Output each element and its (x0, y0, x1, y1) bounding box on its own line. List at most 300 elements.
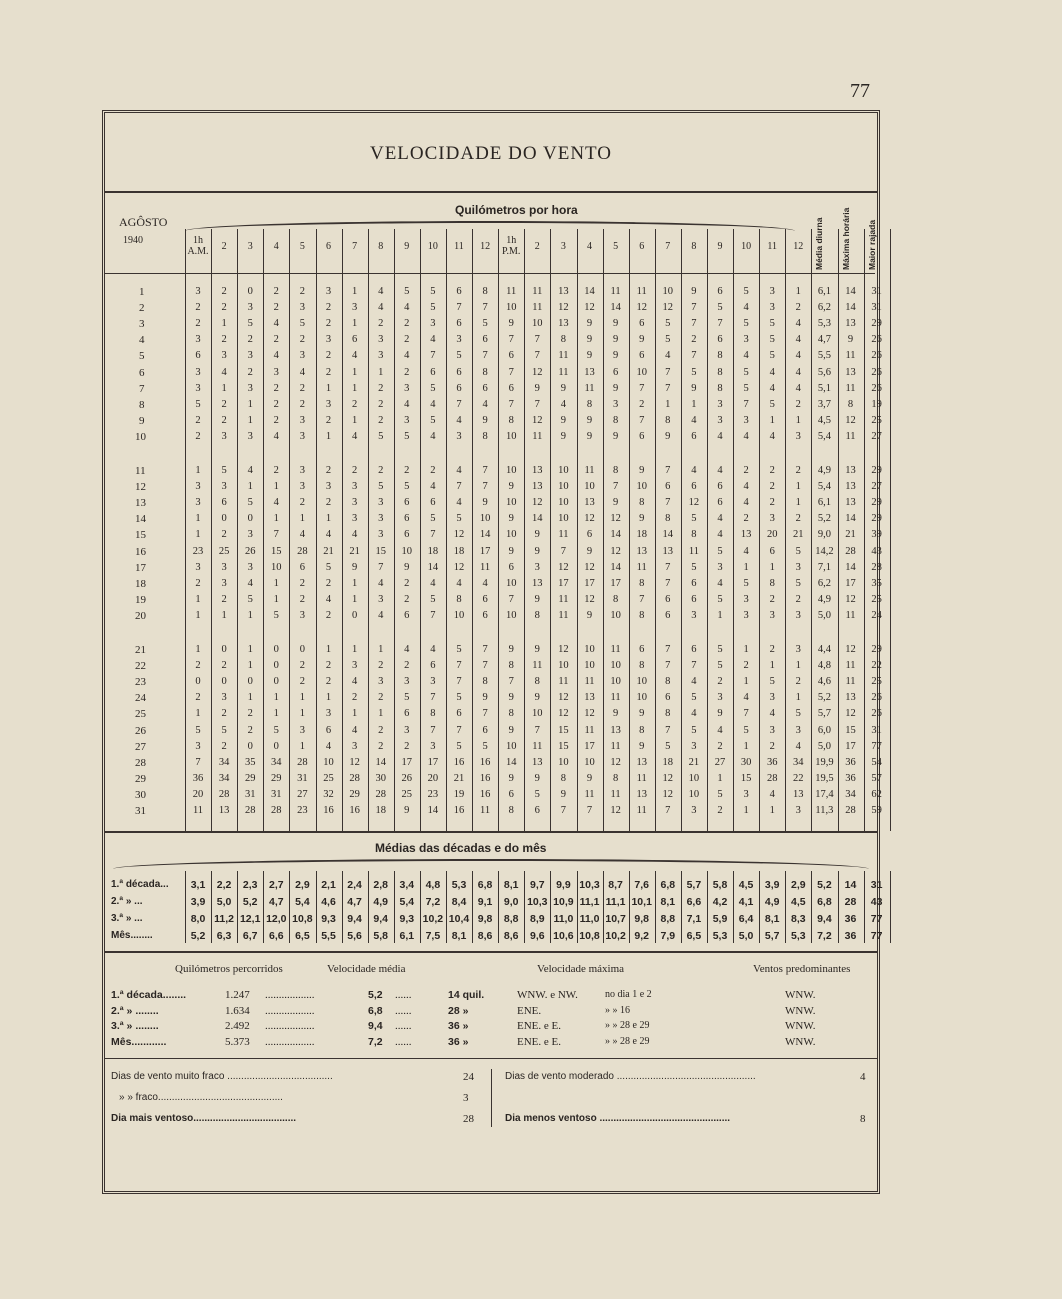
table-cell: 3 (769, 609, 775, 621)
table-cell: 7 (456, 302, 462, 314)
table-cell: 5,3 (817, 318, 831, 330)
table-cell: 11 (506, 286, 517, 297)
table-cell: 5 (665, 334, 671, 346)
table-cell: 2 (299, 497, 306, 509)
table-cell: 11 (532, 660, 543, 672)
table-cell: 4,5 (817, 414, 831, 426)
table-cell: 7 (639, 382, 645, 394)
average-cell: 4,5 (738, 879, 754, 891)
average-cell: 7,6 (634, 879, 649, 891)
table-cell: 36 (845, 756, 856, 768)
average-cell: 5,5 (321, 930, 336, 942)
table-cell: 6 (482, 382, 488, 394)
table-cell: 4 (717, 577, 723, 589)
table-cell: 4 (351, 529, 358, 541)
average-cell: 2,4 (347, 879, 362, 891)
table-cell: 5,0 (817, 740, 831, 752)
table-cell: 12 (584, 708, 595, 720)
table-cell: 28 (218, 788, 230, 800)
table-cell: 2 (195, 577, 201, 589)
table-cell: 6 (665, 609, 671, 621)
table-cell: 18 (453, 545, 465, 557)
table-cell: 23 (192, 545, 204, 557)
table-cell: 5,2 (817, 513, 831, 525)
table-cell: 6 (717, 286, 723, 297)
table-cell: 1 (325, 382, 332, 394)
table-cell: 29 (271, 772, 282, 784)
table-cell: 7 (430, 609, 436, 621)
table-cell: 16 (349, 805, 360, 816)
table-cell: 1 (325, 513, 332, 525)
table-cell: 12 (349, 756, 360, 768)
table-cell: 9 (508, 318, 514, 330)
table-cell: 21 (453, 772, 465, 784)
days-value: 4 (860, 1071, 866, 1083)
table-cell: 11 (532, 430, 543, 442)
table-cell: 9 (612, 708, 619, 720)
hour-header: 5 (299, 241, 305, 252)
table-cell: 11 (845, 430, 856, 442)
hour-header: 6 (639, 241, 645, 252)
table-cell: 3 (195, 481, 201, 493)
table-cell: 1 (665, 398, 671, 410)
table-cell: 10 (610, 609, 621, 621)
table-cell: 5 (430, 382, 436, 394)
table-cell: 3 (430, 318, 436, 330)
footer-max: 14 quil. (448, 989, 485, 1001)
table-cell: 16 (479, 756, 491, 768)
table-cell: 5 (743, 577, 749, 589)
table-cell: 10 (453, 609, 465, 621)
table-cell: 28 (375, 788, 386, 800)
table-cell: 22 (793, 772, 804, 784)
table-cell: 3 (743, 593, 749, 605)
table-cell: 3 (247, 302, 253, 314)
table-cell: 23 (297, 805, 308, 816)
table-cell: 4 (378, 577, 384, 589)
table-cell: 1 (273, 708, 279, 720)
day-number: 16 (135, 545, 146, 558)
table-cell: 13 (532, 756, 543, 768)
days-label: Dias de vento moderado .................................................. (505, 1071, 756, 1082)
table-cell: 4,9 (817, 465, 831, 476)
table-cell: 16 (453, 805, 465, 816)
day-number: 12 (135, 481, 146, 494)
table-cell: 1 (299, 708, 306, 720)
extra-column-header: Maior rajada (866, 219, 877, 270)
table-cell: 29 (871, 318, 882, 330)
average-cell: 11,2 (214, 913, 235, 925)
table-cell: 7 (560, 805, 567, 816)
days-value: 28 (463, 1113, 474, 1125)
table-cell: 7 (639, 593, 645, 605)
table-cell: 7 (508, 676, 514, 688)
table-cell: 13 (740, 529, 752, 541)
table-cell: 4,8 (817, 660, 831, 672)
table-cell: 1 (247, 692, 253, 704)
average-cell: 5,3 (790, 930, 806, 942)
table-cell: 4 (404, 398, 410, 410)
footer-direction: ENE. e E. (517, 1020, 561, 1032)
table-cell: 11 (558, 529, 569, 541)
table-cell: 4 (743, 497, 749, 509)
table-cell: 7 (534, 724, 540, 736)
footer-col-vp: Ventos predominantes (753, 963, 851, 975)
table-cell: 17 (845, 740, 856, 752)
footer-predominant: WNW. (785, 989, 816, 1001)
table-cell: 6,1 (817, 497, 831, 509)
table-cell: 8 (639, 609, 645, 621)
average-cell: 9,4 (347, 913, 362, 925)
table-cell: 8 (639, 577, 645, 589)
table-cell: 5 (743, 724, 749, 736)
footer-vm: 9,4 (368, 1020, 383, 1032)
footer-day: no dia 1 e 2 (605, 989, 652, 1000)
table-cell: 59 (871, 805, 882, 816)
table-cell: 2 (195, 660, 201, 672)
footer-predominant: WNW. (785, 1020, 816, 1032)
table-cell: 4 (717, 430, 723, 442)
table-cell: 8 (691, 529, 697, 541)
average-cell: 9,6 (529, 930, 545, 942)
table-cell: 9 (586, 545, 593, 557)
table-cell: 4 (795, 366, 801, 378)
average-cell: 3,9 (764, 879, 780, 891)
table-cell: 3 (195, 561, 201, 573)
table-cell: 7 (665, 382, 671, 394)
table-cell: 8 (586, 398, 593, 410)
table-cell: 4,9 (817, 593, 831, 605)
table-cell: 6 (456, 318, 462, 330)
table-cell: 6 (665, 692, 671, 704)
table-cell: 5 (795, 577, 801, 589)
table-cell: 10 (505, 740, 517, 752)
table-cell: 8 (665, 513, 671, 525)
table-cell: 4 (795, 318, 801, 330)
table-cell: 13 (845, 318, 856, 330)
average-cell: 6,8 (477, 879, 493, 891)
table-cell: 15 (740, 772, 752, 784)
table-cell: 9 (639, 740, 645, 752)
table-cell: 10 (505, 529, 517, 541)
table-cell: 12 (845, 644, 856, 655)
day-number: 11 (135, 465, 146, 477)
table-cell: 5 (691, 692, 697, 704)
hour-header: 11 (454, 241, 464, 252)
table-cell: 4 (351, 350, 358, 362)
table-cell: 34 (793, 756, 804, 768)
average-cell: 77 (870, 930, 883, 942)
table-cell: 11 (480, 561, 491, 573)
table-cell: 2 (221, 708, 227, 720)
table-cell: 5 (743, 318, 749, 330)
table-cell: 5 (325, 561, 332, 573)
table-cell: 0 (299, 644, 306, 655)
table-cell: 2 (795, 676, 801, 688)
hour-header: 5 (613, 241, 619, 252)
table-cell: 22 (871, 660, 882, 672)
average-cell: 4,5 (790, 896, 806, 908)
table-cell: 7 (456, 398, 462, 410)
table-cell: 8 (560, 772, 567, 784)
footer-col-vm: Velocidade média (327, 963, 406, 975)
table-cell: 2 (378, 465, 384, 476)
day-number: 6 (139, 366, 145, 379)
table-cell: 4 (456, 465, 462, 476)
table-cell: 1 (795, 692, 801, 704)
table-cell: 9 (639, 465, 645, 476)
table-cell: 5 (717, 788, 723, 800)
table-cell: 21 (845, 529, 856, 541)
average-cell: 8,1 (660, 896, 676, 908)
table-cell: 14 (610, 561, 621, 573)
table-cell: 13 (584, 497, 595, 509)
table-cell: 7 (665, 724, 671, 736)
table-cell: 13 (558, 286, 569, 297)
footer-direction: ENE. e E. (517, 1035, 561, 1048)
table-cell: 2 (247, 366, 253, 378)
table-cell: 12 (688, 497, 700, 509)
table-cell: 10 (584, 660, 595, 672)
table-cell: 29 (871, 497, 882, 509)
table-cell: 3 (195, 382, 201, 394)
average-cell: 6,6 (268, 930, 284, 942)
table-cell: 12 (558, 561, 569, 573)
table-cell: 5 (456, 350, 462, 362)
average-cell: 2,7 (268, 879, 284, 891)
average-cell: 8,4 (451, 896, 467, 908)
table-cell: 1 (273, 692, 279, 704)
table-cell: 3 (769, 302, 775, 314)
table-cell: 8 (717, 350, 723, 362)
table-cell: 3 (795, 430, 801, 442)
table-cell: 3 (195, 497, 201, 509)
table-cell: 11 (845, 660, 856, 672)
table-cell: 11 (610, 692, 621, 704)
table-cell: 4 (456, 577, 462, 589)
extra-column-header: Máxima horária (840, 207, 851, 270)
table-cell: 9 (508, 513, 514, 525)
table-cell: 1 (195, 465, 201, 476)
table-cell: 5 (404, 481, 410, 493)
table-cell: 1 (247, 398, 253, 410)
table-cell: 29 (871, 644, 882, 655)
table-cell: 13 (636, 545, 647, 557)
table-cell: 7 (482, 708, 488, 720)
table-cell: 3 (351, 302, 358, 314)
table-cell: 3 (325, 708, 332, 720)
table-cell: 1 (247, 660, 253, 672)
day-number: 28 (135, 756, 146, 769)
table-cell: 4 (691, 465, 697, 476)
table-cell: 9,0 (817, 529, 831, 541)
table-cell: 2 (795, 593, 801, 605)
table-cell: 2 (299, 660, 306, 672)
average-cell: 10,9 (553, 896, 574, 908)
table-cell: 5 (378, 430, 384, 442)
average-cell: 4,7 (268, 896, 284, 908)
table-cell: 11 (558, 366, 569, 378)
table-cell: 11 (558, 609, 569, 621)
table-cell: 3 (691, 805, 697, 816)
table-cell: 17 (845, 577, 856, 589)
days-label: » » fraco............................................. (119, 1092, 283, 1103)
table-cell: 3 (404, 724, 410, 736)
table-cell: 6 (456, 382, 462, 394)
table-cell: 2 (430, 465, 436, 476)
days-label: Dia menos ventoso ............................................... (505, 1113, 731, 1124)
table-cell: 5 (691, 724, 697, 736)
table-cell: 7 (639, 414, 645, 426)
table-cell: 3 (612, 398, 619, 410)
average-cell: 10,2 (422, 913, 444, 925)
table-cell: 4 (769, 366, 775, 378)
table-cell: 6 (430, 497, 436, 509)
table-cell: 5 (769, 350, 775, 362)
days-value: 24 (463, 1071, 474, 1083)
table-cell: 6 (665, 593, 671, 605)
table-cell: 4 (351, 724, 358, 736)
table-cell: 4 (691, 676, 697, 688)
days-value: 8 (860, 1113, 866, 1125)
table-cell: 9 (639, 513, 645, 525)
table-cell: 18 (427, 545, 439, 557)
table-cell: 8 (508, 708, 514, 720)
table-cell: 9 (482, 692, 488, 704)
table-cell: 10 (505, 302, 517, 314)
table-cell: 7 (665, 465, 671, 476)
table-cell: 21 (323, 545, 334, 557)
average-cell: 2,3 (242, 879, 258, 891)
table-cell: 6 (299, 561, 306, 573)
table-cell: 5 (456, 692, 462, 704)
table-cell: 9 (586, 334, 593, 346)
average-cell: 43 (870, 896, 883, 908)
table-cell: 2 (743, 465, 749, 476)
table-cell: 6 (586, 529, 593, 541)
table-cell: 5 (195, 398, 201, 410)
average-cell: 10,1 (631, 896, 652, 908)
average-cell: 14 (844, 879, 857, 891)
table-cell: 13 (636, 756, 647, 768)
table-cell: 4 (351, 430, 358, 442)
table-cell: 11 (845, 609, 856, 621)
footer-divider (105, 951, 877, 953)
table-cell: 2 (325, 577, 332, 589)
table-cell: 1 (743, 644, 749, 655)
table-cell: 10 (532, 318, 543, 330)
table-cell: 9 (612, 382, 619, 394)
average-cell: 6,8 (817, 896, 832, 908)
table-cell: 4 (456, 497, 462, 509)
table-cell: 6,1 (817, 286, 831, 297)
table-cell: 9 (586, 609, 593, 621)
table-cell: 2 (299, 676, 306, 688)
table-cell: 7 (717, 318, 723, 330)
table-cell: 1 (221, 318, 227, 330)
average-cell: 5,0 (738, 930, 754, 942)
table-cell: 1 (247, 644, 253, 655)
table-cell: 1 (247, 414, 253, 426)
table-cell: 17,4 (815, 788, 834, 800)
table-cell: 5 (717, 593, 723, 605)
table-cell: 2 (691, 334, 697, 346)
table-cell: 9 (534, 772, 540, 784)
table-cell: 16 (479, 788, 491, 800)
table-cell: 27 (297, 788, 308, 800)
table-cell: 6 (482, 334, 488, 346)
average-cell: 2,9 (790, 879, 806, 891)
table-cell: 18 (375, 805, 386, 816)
table-cell: 2 (221, 334, 227, 346)
table-cell: 29 (871, 465, 882, 476)
table-cell: 5,1 (817, 382, 831, 394)
table-cell: 2 (221, 286, 227, 297)
table-cell: 10 (662, 286, 674, 297)
average-cell: 3,1 (190, 879, 206, 891)
table-cell: 14 (479, 529, 491, 541)
table-cell: 11 (532, 302, 543, 314)
footer-km: 1.634 (225, 1004, 250, 1017)
table-cell: 2 (247, 334, 253, 346)
table-cell: 1 (351, 577, 358, 589)
table-cell: 5,4 (817, 430, 831, 442)
table-cell: 5 (717, 644, 723, 655)
table-cell: 2 (221, 529, 227, 541)
table-cell: 21 (688, 756, 700, 768)
table-cell: 2 (378, 398, 384, 410)
table-cell: 5 (743, 382, 749, 394)
average-cell: 10,7 (605, 913, 626, 925)
hour-header: 4 (587, 241, 592, 252)
table-cell: 4 (769, 382, 775, 394)
table-cell: 3 (325, 481, 332, 493)
table-cell: 2 (743, 513, 749, 525)
averages-brace (113, 859, 869, 869)
table-cell: 7 (560, 545, 567, 557)
table-cell: 7 (508, 398, 514, 410)
table-cell: 5 (665, 318, 671, 330)
table-cell: 13 (610, 724, 621, 736)
table-cell: 4 (560, 398, 567, 410)
table-cell: 11 (610, 788, 621, 800)
table-cell: 5 (273, 609, 279, 621)
table-cell: 6 (612, 366, 619, 378)
table-cell: 3 (351, 740, 358, 752)
hour-header: 12 (480, 241, 491, 252)
table-cell: 36 (766, 756, 778, 768)
table-cell: 5 (456, 513, 462, 525)
table-cell: 13 (662, 545, 674, 557)
table-cell: 10 (505, 465, 517, 476)
table-cell: 9 (586, 350, 593, 362)
table-cell: 54 (871, 756, 882, 768)
table-cell: 15 (375, 545, 386, 557)
day-number: 14 (135, 513, 146, 526)
table-cell: 2 (221, 414, 227, 426)
table-cell: 8 (456, 593, 462, 605)
table-cell: 3 (743, 609, 749, 621)
table-cell: 10 (505, 497, 517, 509)
hour-header: 6 (326, 241, 331, 252)
table-cell: 5 (404, 692, 410, 704)
table-cell: 5 (221, 465, 227, 476)
table-cell: 27 (714, 756, 726, 768)
table-cell: 6 (430, 660, 436, 672)
table-cell: 2 (769, 497, 775, 509)
table-cell: 3 (299, 465, 306, 476)
table-cell: 4,6 (817, 676, 831, 688)
